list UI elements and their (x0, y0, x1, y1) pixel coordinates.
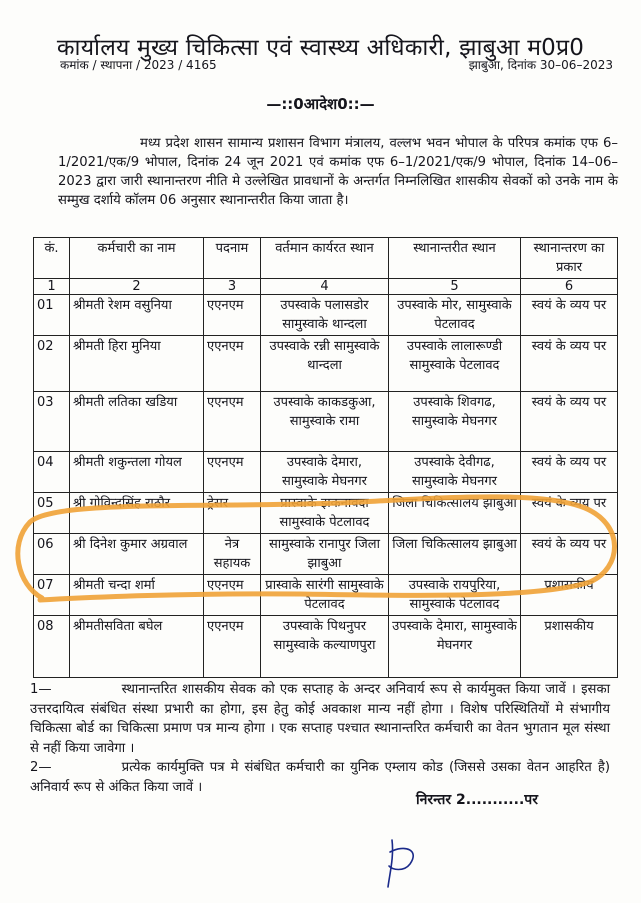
col-number: 6 (521, 279, 618, 295)
cell-transfer: उपस्वाके रायपुरिया, सामुस्वाके पेटलावद (389, 575, 521, 616)
cell-post: ड्रेसर (204, 493, 261, 534)
col-number: 2 (70, 279, 204, 295)
cell-current: सामुस्वाके रानापुर जिला झाबुआ (261, 534, 389, 575)
col-number: 1 (34, 279, 70, 295)
column-number-row (34, 279, 618, 295)
cell-type: प्रशासकीय (521, 616, 618, 678)
col-number: 4 (261, 279, 389, 295)
table-row (34, 452, 618, 493)
cell-current: उपस्वाके पिथनुपर सामुस्वाके कल्याणपुरा (261, 616, 389, 678)
cell-transfer: उपस्वाके लालारूण्डी सामुस्वाके पेटलावद (389, 336, 521, 392)
cell-type: स्वयं के व्यय पर (521, 336, 618, 392)
cell-sn: 08 (34, 616, 70, 678)
cell-type: प्रशासकीय (521, 575, 618, 616)
cell-sn: 01 (34, 295, 70, 336)
table-row (34, 336, 618, 392)
cell-name: श्रीमती लतिका खडिया (70, 392, 204, 452)
header-transfer-place: स्थानान्तरीत स्थान (389, 238, 521, 279)
cell-transfer: जिला चिकित्सालय झाबुआ (389, 534, 521, 575)
cell-type: स्वयं के व्यय पर (521, 392, 618, 452)
cell-transfer: उपस्वाके देवीगढ, सामुस्वाके मेघनगर (389, 452, 521, 493)
header-post: पदनाम (204, 238, 261, 279)
cell-post: एएनएम (204, 452, 261, 493)
table-row (34, 493, 618, 534)
notes-section (30, 680, 610, 797)
cell-sn: 07 (34, 575, 70, 616)
cell-transfer: उपस्वाके मोर, सामुस्वाके पेटलावद (389, 295, 521, 336)
office-title: कार्यालय मुख्य चिकित्सा एवं स्वास्थ्य अधिकारी, झाबुआ म0प्र0 (56, 35, 585, 61)
header-transfer-type: स्थानान्तरण का प्रकार (521, 238, 618, 279)
cell-name: श्रीमती चन्दा शर्मा (70, 575, 204, 616)
cell-current: प्रास्वाके झकनावदा सामुस्वाके पेटलावद (261, 493, 389, 534)
order-heading: —::0आदेश0::— (266, 95, 375, 113)
header-name: कर्मचारी का नाम (70, 238, 204, 279)
continuation-marker: निरन्तर 2...........पर (416, 792, 538, 808)
note-1 (30, 680, 610, 758)
cell-type: स्वयं के व्यय पर (521, 295, 618, 336)
note-number: 1— (30, 682, 52, 697)
cell-name: श्रीमती हिरा मुनिया (70, 336, 204, 392)
cell-transfer: उपस्वाके देमारा, सामुस्वाके मेघनगर (389, 616, 521, 678)
place-date: झाबुआ, दिनांक 30–06–2023 (468, 58, 613, 72)
cell-current: उपस्वाके पलासडोर सामुस्वाके थान्दला (261, 295, 389, 336)
table-row (34, 392, 618, 452)
col-number: 3 (204, 279, 261, 295)
cell-post: एएनएम (204, 295, 261, 336)
cell-name: श्री गोविन्दसिंह राठौर (70, 493, 204, 534)
cell-current: प्रास्वाके सारंगी सामुस्वाके पेटलावद (261, 575, 389, 616)
note-text: प्रत्येक कार्यमुक्ति पत्र मे संबंधित कर्मचारी का युनिक एम्लाय कोड (जिससे उसका वेतन आहरित है) अनिवार्य रूप से अंकित किया जावें । (30, 760, 610, 795)
table-row (34, 575, 618, 616)
table-row (34, 295, 618, 336)
cell-name: श्रीमतीसविता बघेल (70, 616, 204, 678)
cell-post: एएनएम (204, 392, 261, 452)
cell-post: नेत्र सहायक (204, 534, 261, 575)
cell-current: उपस्वाके रन्नी सामुस्वाके थान्दला (261, 336, 389, 392)
cell-sn: 05 (34, 493, 70, 534)
cell-type: स्वयं के व्यय पर (521, 493, 618, 534)
cell-sn: 03 (34, 392, 70, 452)
reference-number: कमांक / स्थापना / 2023 / 4165 (60, 58, 217, 72)
cell-transfer: जिला चिकित्सालय झाबुआ (389, 493, 521, 534)
transfer-table (33, 237, 618, 678)
cell-transfer: उपस्वाके शिवगढ, सामुस्वाके मेघनगर (389, 392, 521, 452)
cell-sn: 04 (34, 452, 70, 493)
table-header-row (34, 238, 618, 279)
col-number: 5 (389, 279, 521, 295)
cell-name: श्रीमती रेशम वसुनिया (70, 295, 204, 336)
note-text: स्थानान्तरित शासकीय सेवक को एक सप्ताह के अन्दर अनिवार्य रूप से कार्यमुक्त किया जावें । इसका उत्तरदायित्व संबंधित संस्था प्रभारी का होगा, इस हेतु कोई अवकाश मान्य नहीं होगा । विशेष परिस्थितियों मे संभागीय चिकित्सा बोर्ड का चिकित्सा प्रमाण पत्र मान्य होगा । एक सप्ताह पश्चात स्थानान्तरित कर्मचारी का वेतन भुगतान मूल संस्था से नहीं किया जावेगा । (30, 682, 610, 756)
cell-sn: 02 (34, 336, 70, 392)
cell-name: श्री दिनेश कुमार अग्रवाल (70, 534, 204, 575)
header-current-place: वर्तमान कार्यरत स्थान (261, 238, 389, 279)
table-row (34, 534, 618, 575)
cell-type: स्वयं के व्यय पर (521, 452, 618, 493)
intro-paragraph: मध्य प्रदेश शासन सामान्य प्रशासन विभाग मंत्रालय, वल्लभ भवन भोपाल के परिपत्र कमांक एफ 6–1/2021/एक/9 भोपाल, दिनांक 24 जून 2021 एवं कमांक एफ 6–1/2021/एक/9 भोपाल, दिनांक 14–06–2023 द्वारा जारी स्थानान्तरण नीति मे उल्लेखित प्रावधानों के अन्तर्गत निम्नलिखित शासकीय सेवकों को उनके नाम के सम्मुख दर्शाये कॉलम 06 अनुसार स्थानान्तरीत किया जाता है। (58, 136, 618, 208)
cell-name: श्रीमती शकुन्तला गोयल (70, 452, 204, 493)
cell-current: उपस्वाके काकडकुआ, सामुस्वाके रामा (261, 392, 389, 452)
cell-post: एएनएम (204, 616, 261, 678)
cell-type: स्वयं के व्यय पर (521, 534, 618, 575)
cell-current: उपस्वाके देमारा, सामुस्वाके मेघनगर (261, 452, 389, 493)
table-row (34, 616, 618, 678)
cell-sn: 06 (34, 534, 70, 575)
header-sn: कं. (34, 238, 70, 279)
cell-post: एएनएम (204, 575, 261, 616)
cell-post: एएनएम (204, 336, 261, 392)
note-number: 2— (30, 760, 52, 775)
signature-mark (380, 832, 430, 892)
